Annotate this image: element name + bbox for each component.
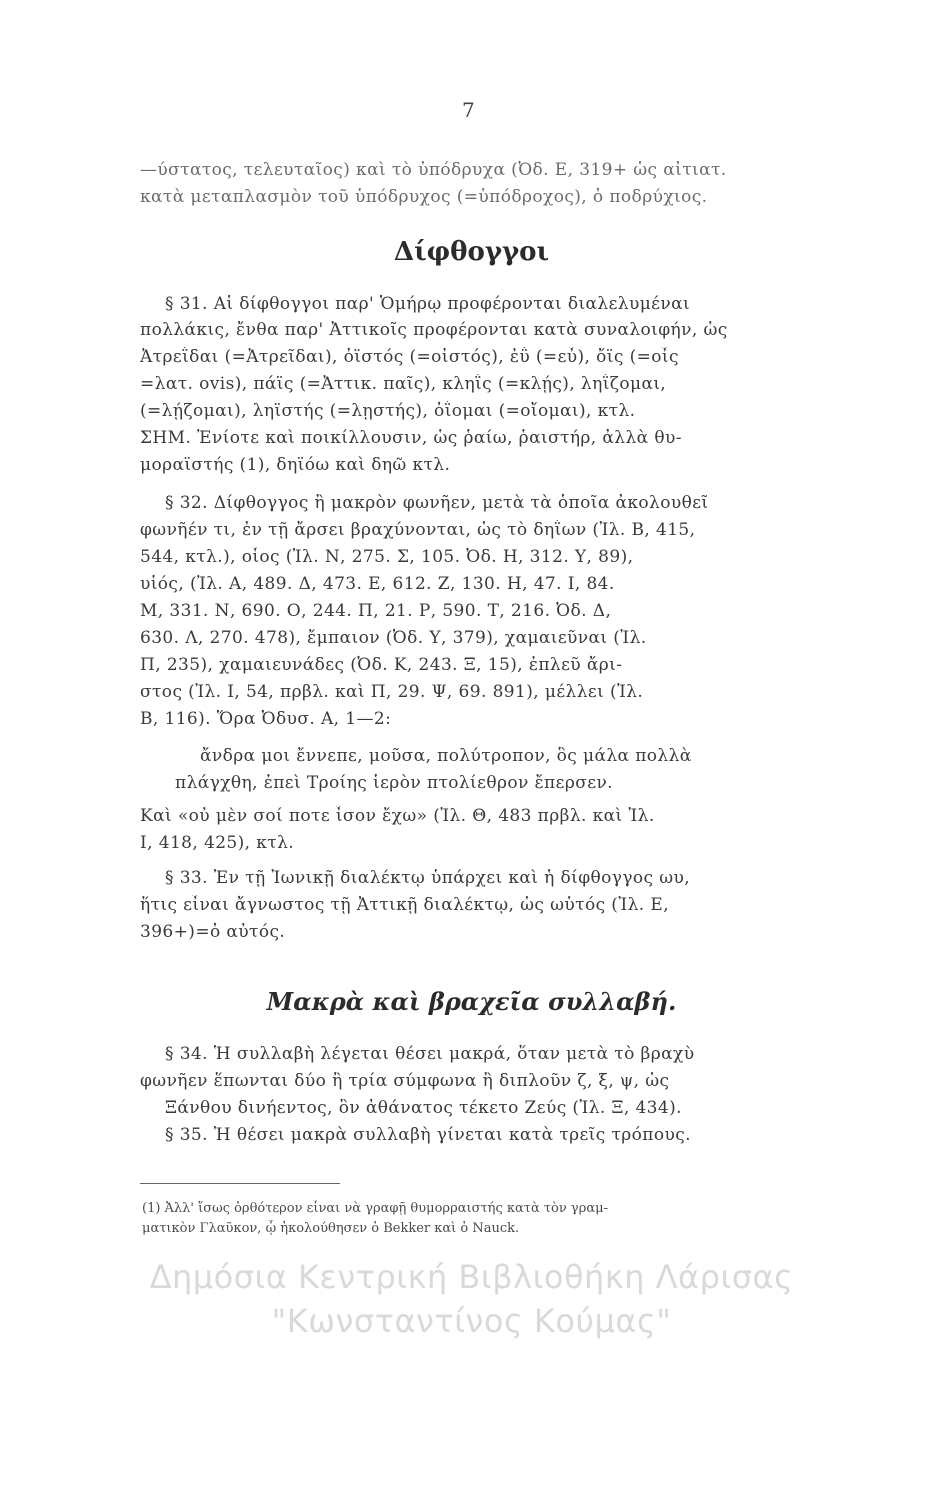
library-watermark: Δημόσια Κεντρική Βιβλιοθήκη Λάρισας [149, 1258, 794, 1296]
text-line: =λατ. ovis), πάϊς (=Ἀττικ. παῖς), κληΐς (=κλῄς), ληΐζομαι, [140, 374, 667, 394]
text-line: § 32. Δίφθογγος ἢ μακρὸν φωνῆεν, μετὰ τὰ ὁποῖα ἀκολουθεῖ [165, 493, 709, 513]
text-line: φωνῆέν τι, ἐν τῇ ἄρσει βραχύνονται, ὡς τὸ δηΐων (Ἰλ. Β, 415, [140, 520, 696, 540]
text-line: (=λῄζομαι), ληϊστής (=λῃστής), ὀΐομαι (=οἴομαι), κτλ. [140, 401, 636, 421]
section-heading-syllables: Μακρὰ καὶ βραχεῖα συλλαβή. [266, 987, 677, 1016]
text-line: § 31. Αἱ δίφθογγοι παρ' Ὁμήρῳ προφέρονται διαλελυμέναι [165, 294, 691, 314]
text-line: 630. Λ, 270. 478), ἔμπαιον (Ὀδ. Υ, 379), χαμαιεῦναι (Ἰλ. [140, 628, 647, 648]
text-line: § 34. Ἡ συλλαβὴ λέγεται θέσει μακρά, ὅταν μετὰ τὸ βραχὺ [165, 1044, 695, 1064]
text-line: στος (Ἰλ. Ι, 54, πρβλ. καὶ Π, 29. Ψ, 69. 891), μέλλει (Ἰλ. [140, 682, 644, 702]
text-line: Ξάνθου δινήεντος, ὃν ἀθάνατος τέκετο Ζεύς (Ἰλ. Ξ, 434). [165, 1098, 682, 1118]
text-line: Ἀτρεΐδαι (=Ἀτρεῖδαι), ὀϊστός (=οἰστός), ἐΰ (=εὖ), ὄϊς (=οἶς [140, 347, 679, 367]
section-heading-diphthongs: Δίφθογγοι [393, 237, 550, 267]
text-line: Ι, 418, 425), κτλ. [140, 833, 295, 853]
text-line: —ύστατος, τελευταῖος) καὶ τὸ ὑπόδρυχα (Ὀδ. Ε, 319+ ὡς αἰτιατ. [140, 160, 727, 180]
text-line: Β, 116). Ὅρα Ὀδυσ. Α, 1—2: [140, 709, 392, 729]
library-watermark: "Κωνσταντίνος Κούμας" [271, 1302, 672, 1340]
footnote-line: ματικὸν Γλαῦκον, ᾧ ἠκολούθησεν ὁ Bekker καὶ ὁ Nauck. [142, 1221, 520, 1236]
text-line: ΣΗΜ. Ἐνίοτε καὶ ποικίλλουσιν, ὡς ῥαίω, ῥαιστήρ, ἀλλὰ θυ- [140, 428, 682, 448]
text-line: ἥτις εἶναι ἄγνωστος τῇ Ἀττικῇ διαλέκτῳ, ὡς ωὑτός (Ἰλ. Ε, [140, 895, 669, 915]
text-line: κατὰ μεταπλασμὸν τοῦ ὑπόδρυχος (=ὑπόδροχος), ὁ ποδρύχιος. [140, 187, 708, 207]
verse-line: ἄνδρα μοι ἔννεπε, μοῦσα, πολύτροπον, ὃς μάλα πολλὰ [200, 746, 692, 766]
text-line: μοραϊστής (1), δηϊόω καὶ δηῶ κτλ. [140, 455, 451, 475]
verse-line: πλάγχθη, ἐπεὶ Τροίης ἱερὸν πτολίεθρον ἔπερσεν. [175, 773, 613, 793]
page-number: 7 [462, 98, 475, 122]
text-line: φωνῆεν ἕπωνται δύο ἢ τρία σύμφωνα ἢ διπλοῦν ζ, ξ, ψ, ὡς [140, 1071, 670, 1091]
text-line: πολλάκις, ἔνθα παρ' Ἀττικοῖς προφέρονται κατὰ συναλοιφήν, ὡς [140, 320, 728, 340]
text-line: Καὶ «οὐ μὲν σοί ποτε ἶσον ἔχω» (Ἰλ. Θ, 483 πρβλ. καὶ Ἰλ. [140, 806, 655, 826]
text-line: Π, 235), χαμαιευνάδες (Ὀδ. Κ, 243. Ξ, 15), ἐπλεῦ ἄρι- [140, 655, 623, 675]
text-line: Μ, 331. Ν, 690. Ο, 244. Π, 21. Ρ, 590. Τ, 216. Ὀδ. Δ, [140, 601, 612, 621]
text-line: 396+)=ὁ αὐτός. [140, 922, 286, 942]
text-line: § 33. Ἐν τῇ Ἰωνικῇ διαλέκτῳ ὑπάρχει καὶ ἡ δίφθογγος ωυ, [165, 868, 691, 888]
text-line: υἱός, (Ἰλ. Α, 489. Δ, 473. Ε, 612. Ζ, 130. Η, 47. Ι, 84. [140, 574, 615, 594]
footnote-line: (1) Ἀλλ' ἴσως ὀρθότερον εἶναι νὰ γραφῇ θυμορραιστής κατὰ τὸν γραμ- [142, 1201, 608, 1216]
text-line: 544, κτλ.), οἷος (Ἰλ. Ν, 275. Σ, 105. Ὀδ. Η, 312. Υ, 89), [140, 547, 634, 567]
footnote-rule [140, 1183, 340, 1184]
text-line: § 35. Ἡ θέσει μακρὰ συλλαβὴ γίνεται κατὰ τρεῖς τρόπους. [165, 1125, 691, 1145]
